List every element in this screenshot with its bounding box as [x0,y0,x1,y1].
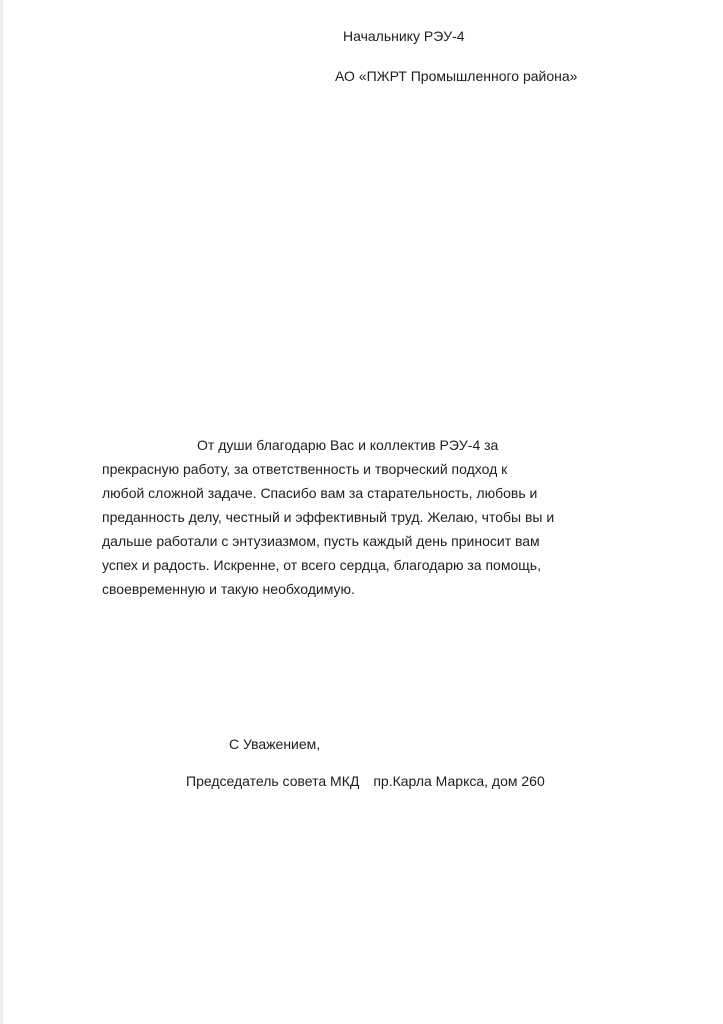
scan-edge [0,0,3,1024]
body-line: успех и радость. Искренне, от всего сердца, благодарю за помощь, [102,557,541,573]
closing-salutation: С Уважением, [229,736,321,752]
body-line: преданность делу, честный и эффективный труд. Желаю, чтобы вы и [102,509,555,525]
body-line: От души благодарю Вас и коллектив РЭУ-4 за [197,437,499,453]
signer-title: Председатель совета МКД [186,773,360,789]
body-line: любой сложной задаче. Спасибо вам за старательность, любовь и [102,485,538,501]
signer-address: пр.Карла Маркса, дом 260 [373,773,545,789]
signature-block [186,772,545,790]
body-line: прекрасную работу, за ответственность и творческий подход к [102,461,508,477]
addressee-position: Начальнику РЭУ-4 [343,28,465,44]
body-line: своевременную и такую необходимую. [102,581,355,597]
letter-body [102,433,622,601]
body-line: дальше работали с энтузиазмом, пусть каждый день приносит вам [102,533,540,549]
addressee-organization: АО «ПЖРТ Промышленного района» [335,68,578,84]
